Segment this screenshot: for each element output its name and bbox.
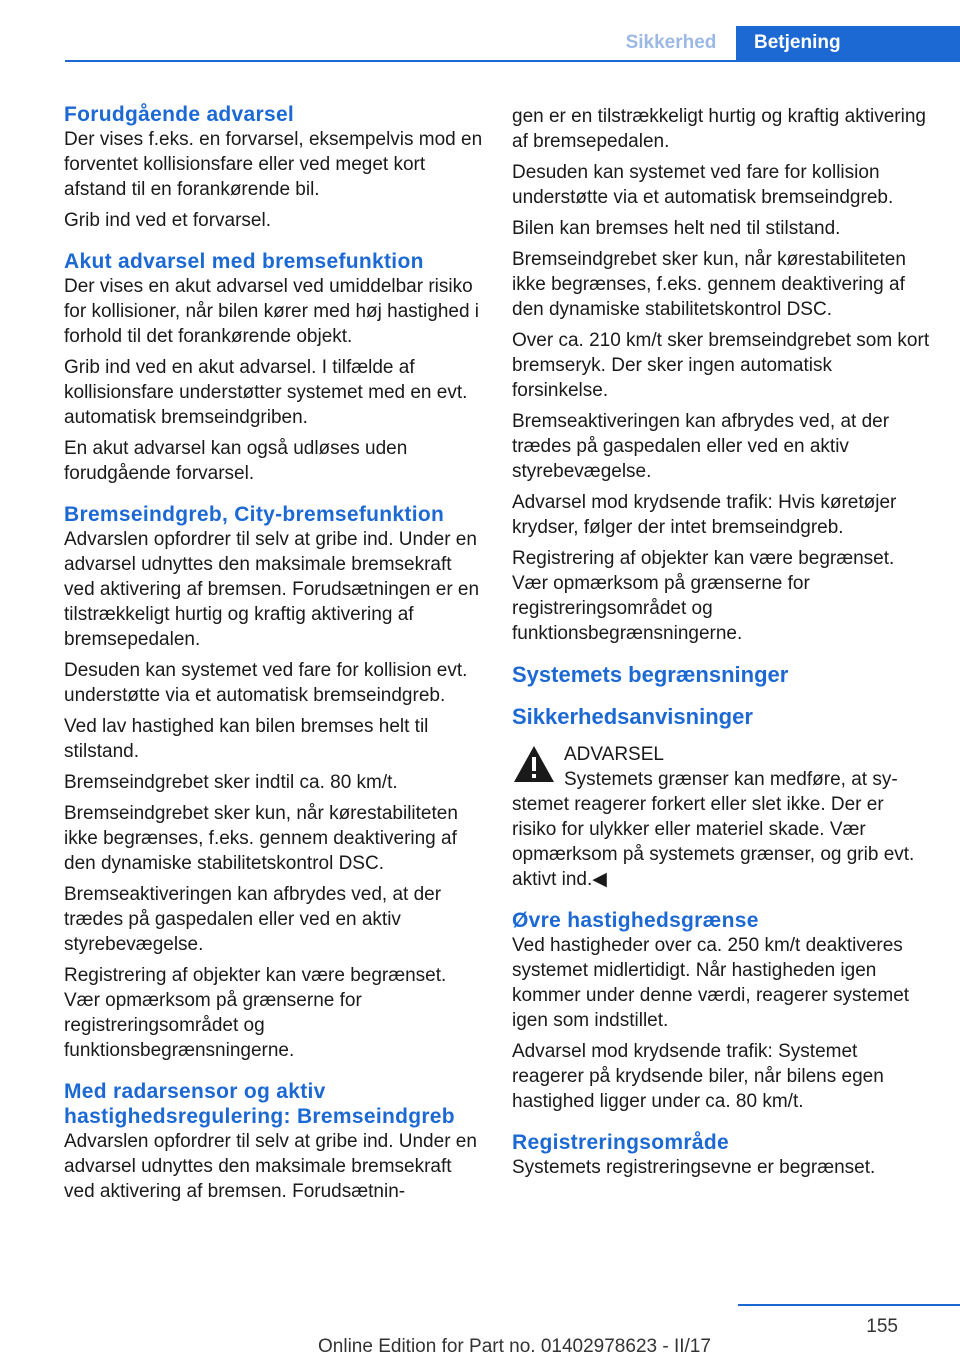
right-column — [512, 104, 932, 1186]
heading-bremseindgreb-city: Bremseindgreb, City-bremsefunktion — [64, 503, 445, 526]
paragraph: Desuden kan systemet ved fare for kollision understøtte via et automatisk bremseindgreb. — [512, 162, 894, 208]
paragraph: Registrering af objekter kan være begrænset. Vær opmærksom på grænserne for registreringsområdet og funktionsbegrænsningerne. — [64, 965, 447, 1061]
paragraph: Advarsel mod krydsende trafik: Hvis køretøjer krydser, følger der intet bremseindgreb. — [512, 492, 897, 538]
heading-systemets-begraensninger: Systemets begrænsninger — [512, 662, 789, 687]
paragraph: Ved lav hastighed kan bilen bremses helt til stilstand. — [64, 716, 429, 762]
paragraph: Bremseaktiveringen kan afbrydes ved, at der trædes på gaspedalen eller ved en aktiv styrebevægelse. — [512, 411, 890, 482]
paragraph: Grib ind ved en akut advarsel. I tilfælde af kollisionsfare understøtter systemet med en evt. automatisk bremseindgriben. — [64, 357, 468, 428]
paragraph: Advarslen opfordrer til selv at gribe ind. Under en advarsel udnyttes den maksimale bremsekraft ved aktivering af bremsen. Forudsætningen er en tilstrækkeligt hurtig og kraftig aktivering af bremsepedalen. — [64, 529, 480, 650]
paragraph: Bilen kan bremses helt ned til stilstand. — [512, 218, 841, 239]
heading-radarsensor: Med radarsensor og aktiv hastighedsregulering: Bremseindgreb — [64, 1080, 455, 1128]
paragraph: Bremseindgrebet sker kun, når kørestabiliteten ikke begrænses, f.eks. gennem deaktivering af den dynamiske stabilitetskontrol DSC. — [64, 803, 458, 874]
paragraph: Bremseindgrebet sker kun, når kørestabiliteten ikke begrænses, f.eks. gennem deaktivering af den dynamiske stabilitetskontrol DSC. — [512, 249, 906, 320]
tab-sikkerhed[interactable]: Sikkerhed — [606, 26, 736, 60]
heading-forudgaaende-advarsel: Forudgående advarsel — [64, 103, 295, 126]
footer-rule — [738, 1304, 960, 1306]
heading-registreringsomraade: Registreringsområde — [512, 1131, 729, 1154]
paragraph: Registrering af objekter kan være begrænset. Vær opmærksom på grænserne for registreringsområdet og funktionsbegrænsningerne. — [512, 548, 895, 644]
left-column — [64, 102, 484, 1210]
heading-akut-advarsel: Akut advarsel med bremsefunktion — [64, 250, 424, 273]
paragraph: Bremseaktiveringen kan afbrydes ved, at der trædes på gaspedalen eller ved en aktiv styrebevægelse. — [64, 884, 442, 955]
heading-sikkerhedsanvisninger: Sikkerhedsanvisninger — [512, 704, 753, 729]
tab-betjening[interactable]: Betjening — [736, 26, 960, 60]
paragraph: Over ca. 210 km/t sker bremseindgrebet som kort bremseryk. Der sker ingen automatisk forsinkelse. — [512, 330, 930, 401]
paragraph: gen er en tilstrækkeligt hurtig og kraftig aktivering af bremsepedalen. — [512, 106, 926, 152]
paragraph: Grib ind ved et forvarsel. — [64, 210, 271, 231]
warning-triangle-icon — [512, 744, 556, 784]
warning-text: stemet reagerer forkert eller slet ikke. Der er risiko for ulykker eller materiel skade. Vær opmærksom på systemets grænser, og grib evt. aktivt ind.◀ — [512, 794, 915, 890]
page-number: 155 — [866, 1316, 898, 1337]
paragraph: Advarsel mod krydsende trafik: Systemet reagerer på krydsende biler, når bilens egen hastighed ligger under ca. 80 km/t. — [512, 1041, 884, 1112]
paragraph: Systemets registreringsevne er begrænset. — [512, 1157, 876, 1178]
paragraph: Der vises f.eks. en forvarsel, eksempelvis mod en forventet kollisionsfare eller ved meget kort afstand til en forankørende bil. — [64, 129, 483, 200]
warning-title: ADVARSEL — [564, 744, 664, 765]
paragraph: Bremseindgrebet sker indtil ca. 80 km/t. — [64, 772, 398, 793]
paragraph: Ved hastigheder over ca. 250 km/t deaktiveres systemet midlertidigt. Når hastigheden igen kommer under denne værdi, reagerer systemet igen som indstillet. — [512, 935, 910, 1031]
paragraph: Desuden kan systemet ved fare for kollision evt. understøtte via et automatisk bremseindgreb. — [64, 660, 468, 706]
warning-text-first: Systemets grænser kan medføre, at sy- — [564, 769, 898, 790]
paragraph: Advarslen opfordrer til selv at gribe ind. Under en advarsel udnyttes den maksimale bremsekraft ved aktivering af bremsen. Forudsætnin- — [64, 1131, 477, 1202]
edition-info: Online Edition for Part no. 01402978623 - II/17 — [318, 1336, 711, 1357]
paragraph: Der vises en akut advarsel ved umiddelbar risiko for kollisioner, når bilen kører med høj hastighed i forhold til det forankørende objekt. — [64, 276, 480, 347]
paragraph: En akut advarsel kan også udløses uden forudgående forvarsel. — [64, 438, 408, 484]
heading-oevre-hastighedsgraense: Øvre hastighedsgrænse — [512, 909, 759, 932]
warning-box — [512, 742, 932, 892]
header-rule — [65, 60, 960, 62]
